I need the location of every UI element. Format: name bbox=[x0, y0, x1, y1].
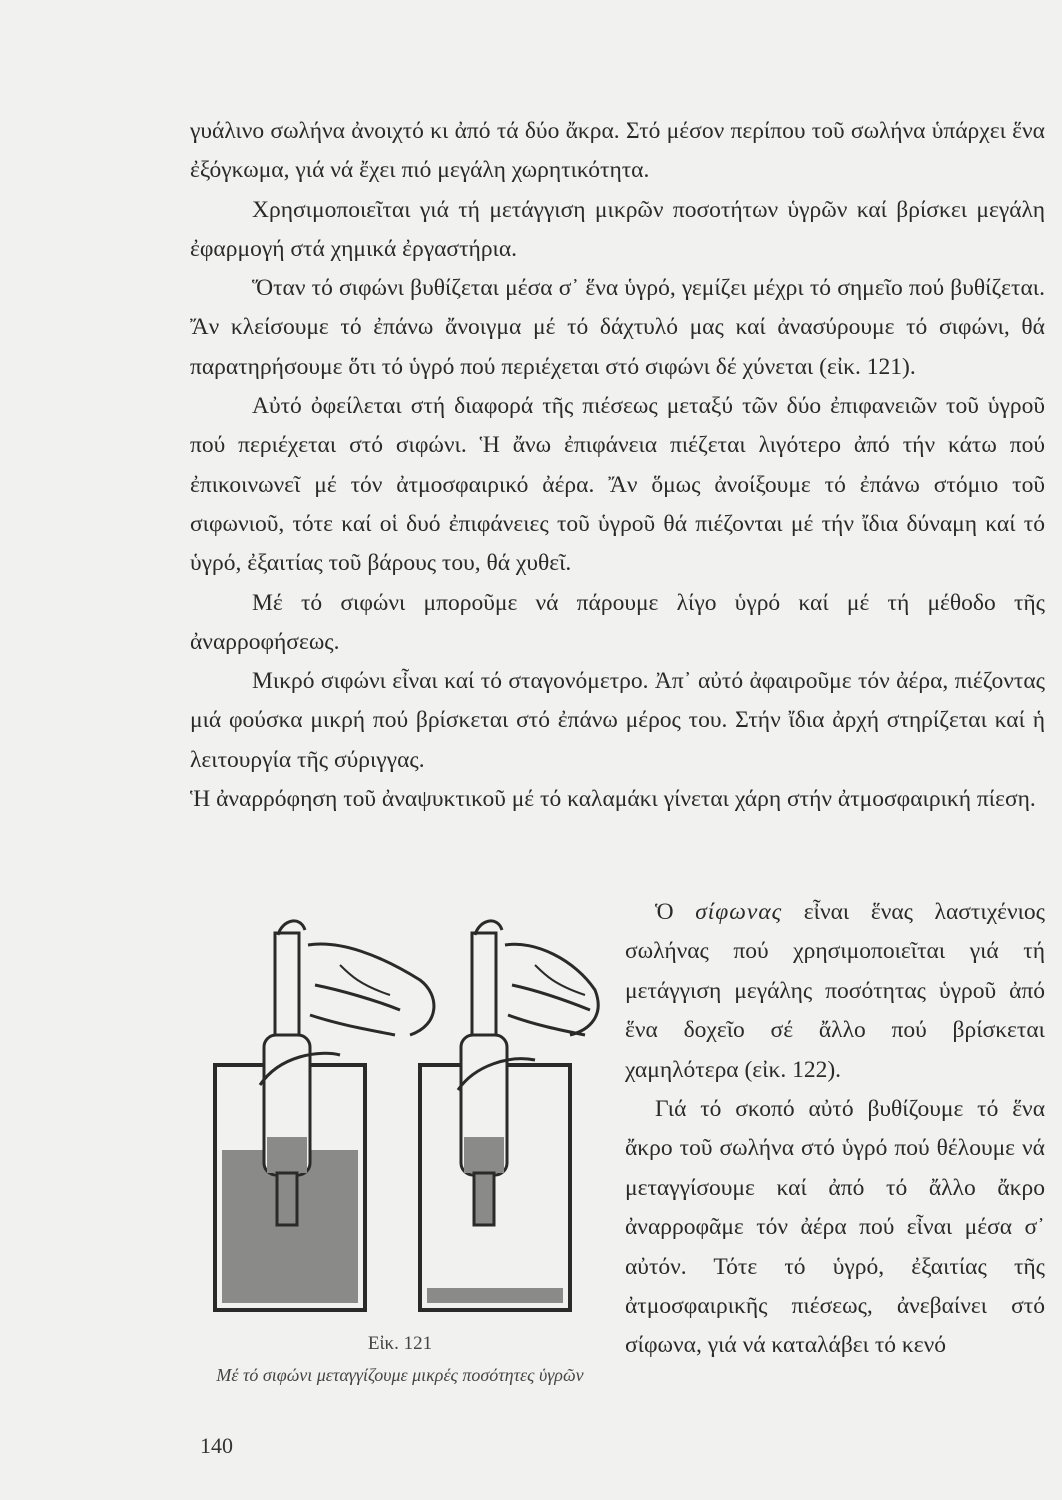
paragraph-4: Αὐτό ὀφείλεται στή διαφορά τῆς πιέσεως μεταξύ τῶν δύο ἐπιφανειῶν τοῦ ὑγροῦ πού περιέχεται στό σιφώνι. Ἡ ἄνω ἐπιφάνεια πιέζεται λιγότερο ἀπό τήν κάτω πού ἐπικοινωνεῖ μέ τόν ἀτμοσφαιρικό ἀέρα. Ἄν ὅμως ἀνοίξουμε τό ἐπάνω στόμιο τοῦ σιφωνιοῦ, τότε καί οἱ δυό ἐπιφάνειες τοῦ ὑγροῦ θά πιέζονται μέ τήν ἴδια δύναμη καί τό ὑγρό, ἐξαιτίας τοῦ βάρους του, θά χυθεῖ. bbox=[190, 393, 1045, 577]
paragraph-5: Μέ τό σιφώνι μποροῦμε νά πάρουμε λίγο ὑγρό καί μέ τή μέθοδο τῆς ἀναρροφήσεως. bbox=[190, 589, 1045, 655]
paragraph-7: Ἡ ἀναρρόφηση τοῦ ἀναψυκτικοῦ μέ τό καλαμάκι γίνεται χάρη στήν ἀτμοσφαιρική πίεση. bbox=[190, 786, 1036, 813]
pipette-drawing bbox=[190, 905, 610, 1335]
figure-label: Εἰκ. 121 bbox=[367, 1333, 433, 1354]
figure-121-illustration bbox=[190, 905, 610, 1375]
figure-caption: Μέ τό σιφώνι μεταγγίζουμε μικρές ποσότητες ὑγρῶν bbox=[216, 1365, 584, 1385]
paragraph-6: Μικρό σιφώνι εἶναι καί τό σταγονόμετρο. Ἀπ᾽ αὐτό ἀφαιροῦμε τόν ἀέρα, πιέζοντας μιά φούσκα μικρή πού βρίσκεται στό ἐπάνω μέρος του. Στήν ἴδια ἀρχή στηρίζεται καί ἡ λειτουργία τῆς σύριγγας. bbox=[190, 668, 1045, 773]
paragraph-2: Χρησιμοποιεῖται γιά τή μετάγγιση μικρῶν ποσοτήτων ὑγρῶν καί βρίσκει μεγάλη ἐφαρμογή στά χημικά ἐργαστήρια. bbox=[190, 196, 1045, 262]
siphon-paragraph bbox=[625, 893, 1045, 1090]
siphon-definition: εἶναι ἕνας λαστιχένιος σωλήνας πού χρησιμοποιεῖται γιά τή μετάγγιση μεγάλης ποσότητας ὑγροῦ ἀπό ἕνα δοχεῖο σέ ἄλλο πού βρίσκεται χαμηλότερα (εἰκ. 122). bbox=[625, 899, 1045, 1083]
page-number: 140 bbox=[200, 1433, 233, 1458]
paragraph-1: γυάλινο σωλήνα ἀνοιχτό κι ἀπό τά δύο ἄκρα. Στό μέσον περίπου τοῦ σωλήνα ὑπάρχει ἕνα ἐξόγκωμα, γιά νά ἔχει πιό μεγάλη χωρητικότητα. bbox=[190, 118, 1045, 184]
siphon-term: σίφωνας bbox=[695, 899, 783, 925]
siphon-method-paragraph: Γιά τό σκοπό αὐτό βυθίζουμε τό ἕνα ἄκρο τοῦ σωλήνα στό ὑγρό πού θέλουμε νά μεταγγίσουμε καί ἀπό τό ἄλλο ἄκρο ἀναρροφᾶμε τόν ἀέρα πού εἶναι μέσα σ᾽ αὐτόν. Τότε τό ὑγρό, ἐξαιτίας τῆς ἀτμοσφαιρικῆς πιέσεως, ἀνεβαίνει στό σίφωνα, γιά νά καταλάβει τό κενό bbox=[625, 1096, 1045, 1359]
siphon-article: Ὁ bbox=[655, 899, 674, 925]
right-column-text bbox=[625, 893, 1045, 1366]
paragraph-3: Ὅταν τό σιφώνι βυθίζεται μέσα σ᾽ ἕνα ὑγρό, γεμίζει μέχρι τό σημεῖο πού βυθίζεται. Ἄν κλείσουμε τό ἐπάνω ἄνοιγμα μέ τό δάχτυλό μας καί ἀνασύρουμε τό σιφώνι, θά παρατηρήσουμε ὅτι τό ὑγρό πού περιέχεται στό σιφώνι δέ χύνεται (εἰκ. 121). bbox=[190, 275, 1045, 380]
main-text-block bbox=[190, 112, 1045, 819]
